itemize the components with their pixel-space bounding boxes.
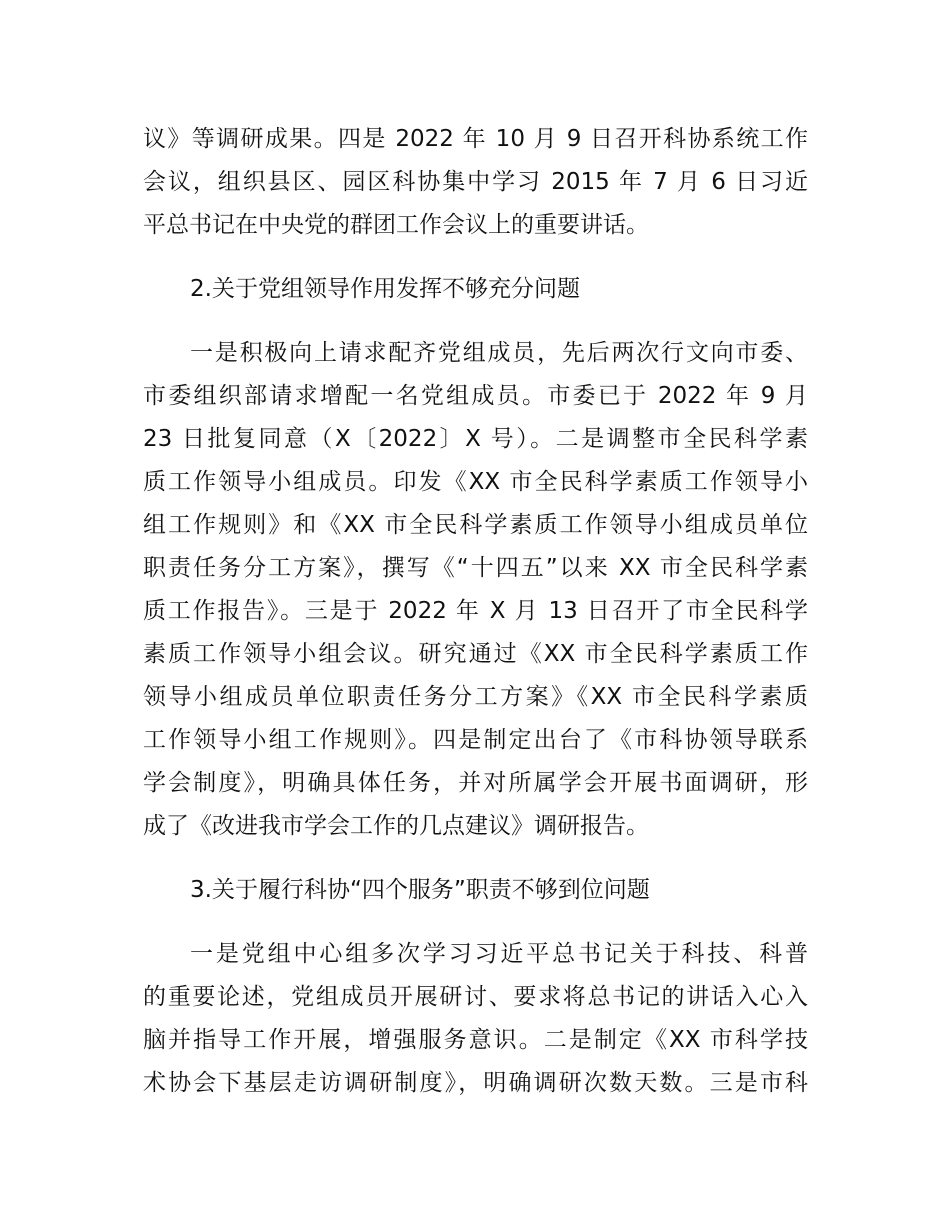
text-line: 23 日批复同意（X〔2022〕X 号）。二是调整市全民科学素 (143, 426, 808, 452)
text-line: 成了《改进我市学会工作的几点建议》调研报告。 (143, 813, 649, 839)
text-line: 一是积极向上请求配齐党组成员，先后两次行文向市委、 (190, 340, 808, 366)
text-line: 平总书记在中央党的群团工作会议上的重要讲话。 (143, 212, 649, 238)
text-line: 一是党组中心组多次学习习近平总书记关于科技、科普 (190, 941, 808, 967)
section-heading: 3.关于履行科协“四个服务”职责不够到位问题 (190, 877, 650, 903)
text-line: 市委组织部请求增配一名党组成员。市委已于 2022 年 9 月 (143, 383, 808, 409)
text-line: 职责任务分工方案》，撰写《“十四五”以来 XX 市全民科学素 (143, 555, 808, 581)
text-line: 学会制度》，明确具体任务，并对所属学会开展书面调研，形 (143, 770, 808, 796)
text-line: 会议，组织县区、园区科协集中学习 2015 年 7 月 6 日习近 (143, 169, 808, 195)
text-line: 组工作规则》和《XX 市全民科学素质工作领导小组成员单位 (143, 512, 808, 538)
text-line: 领导小组成员单位职责任务分工方案》《XX 市全民科学素质 (143, 684, 808, 710)
text-line: 脑并指导工作开展，增强服务意识。二是制定《XX 市科学技 (143, 1027, 808, 1053)
text-line: 的重要论述，党组成员开展研讨、要求将总书记的讲话入心入 (143, 984, 808, 1010)
section-heading: 2.关于党组领导作用发挥不够充分问题 (190, 276, 580, 302)
text-line: 质工作报告》。三是于 2022 年 X 月 13 日召开了市全民科学 (143, 598, 808, 624)
text-line: 工作领导小组工作规则》。四是制定出台了《市科协领导联系 (143, 727, 808, 753)
text-line: 质工作领导小组成员。印发《XX 市全民科学素质工作领导小 (143, 469, 808, 495)
text-line: 议》等调研成果。四是 2022 年 10 月 9 日召开科协系统工作 (143, 126, 808, 152)
text-line: 术协会下基层走访调研制度》，明确调研次数天数。三是市科 (143, 1070, 808, 1096)
text-line: 素质工作领导小组会议。研究通过《XX 市全民科学素质工作 (143, 641, 808, 667)
